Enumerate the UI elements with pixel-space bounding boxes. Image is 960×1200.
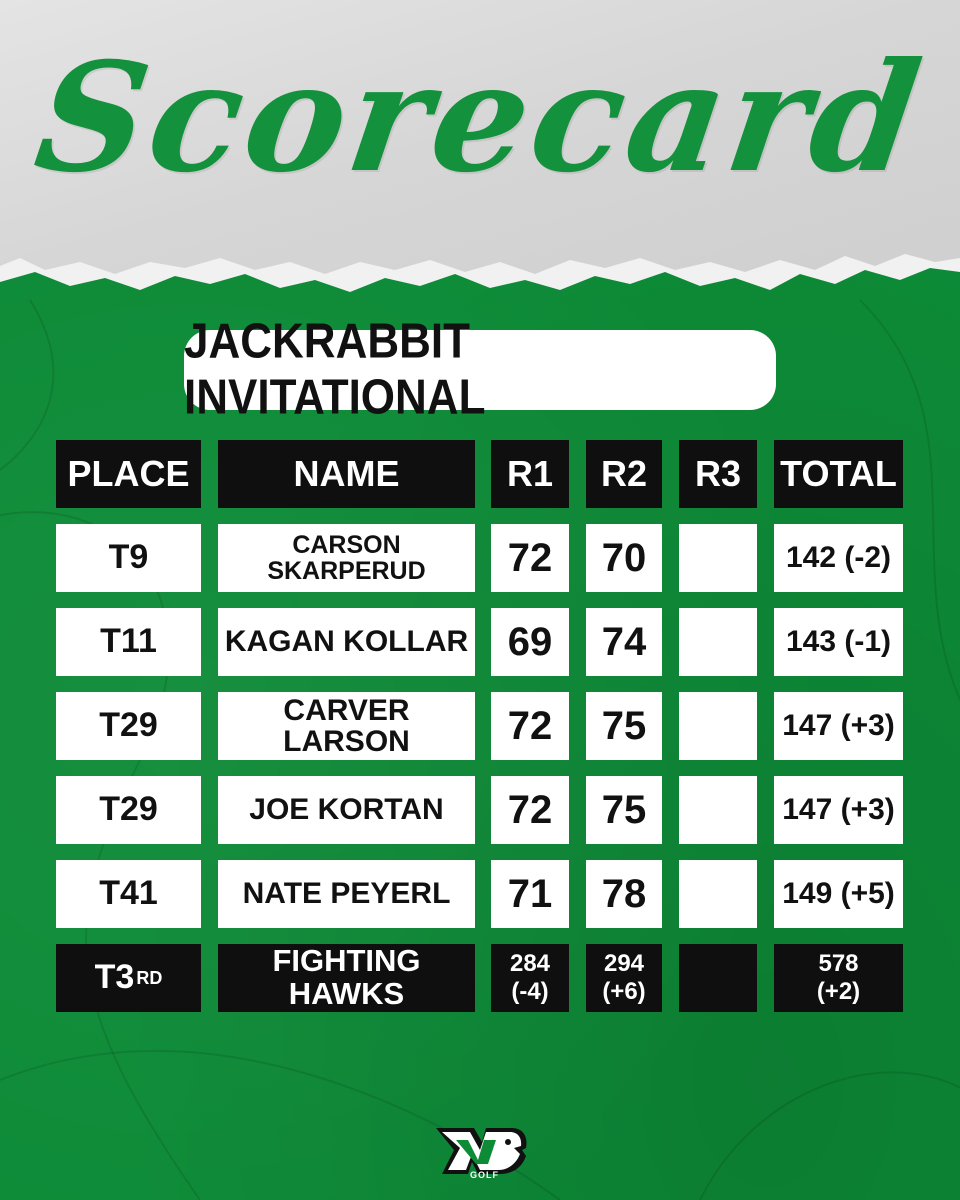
row-1-place: T9	[56, 524, 201, 592]
row-4-place: T29	[56, 776, 201, 844]
logo-golf-text: GOLF	[470, 1170, 499, 1180]
row-5-r3	[679, 860, 757, 928]
row-5-r1: 71	[491, 860, 569, 928]
row-4-r2: 75	[586, 776, 662, 844]
row-5-total: 149 (+5)	[774, 860, 903, 928]
event-title: JACKRABBIT INVITATIONAL	[184, 314, 486, 425]
team-r2-to-par: (+6)	[602, 978, 646, 1005]
row-5-r2: 78	[586, 860, 662, 928]
row-1-total: 142 (-2)	[774, 524, 903, 592]
row-2-name: KAGAN KOLLAR	[218, 608, 475, 676]
row-4-r3	[679, 776, 757, 844]
team-total-score: 578	[818, 950, 859, 978]
team-r2-score: 294	[603, 950, 645, 978]
team-r2	[586, 944, 662, 1012]
team-total-to-par: (+2)	[816, 978, 861, 1005]
row-2-place: T11	[56, 608, 201, 676]
column-header-r3: R3	[679, 440, 757, 508]
team-r1-score: 284	[509, 950, 551, 978]
event-pill	[184, 314, 776, 425]
team-r1-to-par: (-4)	[511, 978, 549, 1005]
team-r3	[679, 944, 757, 1012]
row-3-r1: 72	[491, 692, 569, 760]
row-1-r1: 72	[491, 524, 569, 592]
column-header-name: NAME	[218, 440, 475, 508]
team-name: FIGHTING HAWKS	[218, 944, 475, 1012]
row-1-r3	[679, 524, 757, 592]
row-2-r1: 69	[491, 608, 569, 676]
column-header-place: PLACE	[56, 440, 201, 508]
column-header-r2: R2	[586, 440, 662, 508]
row-5-name: NATE PEYERL	[218, 860, 475, 928]
row-1-name: CARSON SKARPERUD	[218, 524, 475, 592]
row-2-r2: 74	[586, 608, 662, 676]
row-3-place: T29	[56, 692, 201, 760]
column-header-total: TOTAL	[774, 440, 903, 508]
row-3-r3	[679, 692, 757, 760]
team-total	[774, 944, 903, 1012]
team-place-value: T3	[94, 958, 135, 997]
row-3-name: CARVER LARSON	[218, 692, 475, 760]
team-r1	[491, 944, 569, 1012]
row-2-r3	[679, 608, 757, 676]
row-4-r1: 72	[491, 776, 569, 844]
row-2-total: 143 (-1)	[774, 608, 903, 676]
row-3-r2: 75	[586, 692, 662, 760]
scorecard-title: Scorecard	[26, 30, 934, 206]
row-4-total: 147 (+3)	[774, 776, 903, 844]
team-place: T3 RD	[56, 944, 201, 1012]
row-5-place: T41	[56, 860, 201, 928]
row-4-name: JOE KORTAN	[218, 776, 475, 844]
column-header-r1: R1	[491, 440, 569, 508]
row-1-r2: 70	[586, 524, 662, 592]
row-3-total: 147 (+3)	[774, 692, 903, 760]
